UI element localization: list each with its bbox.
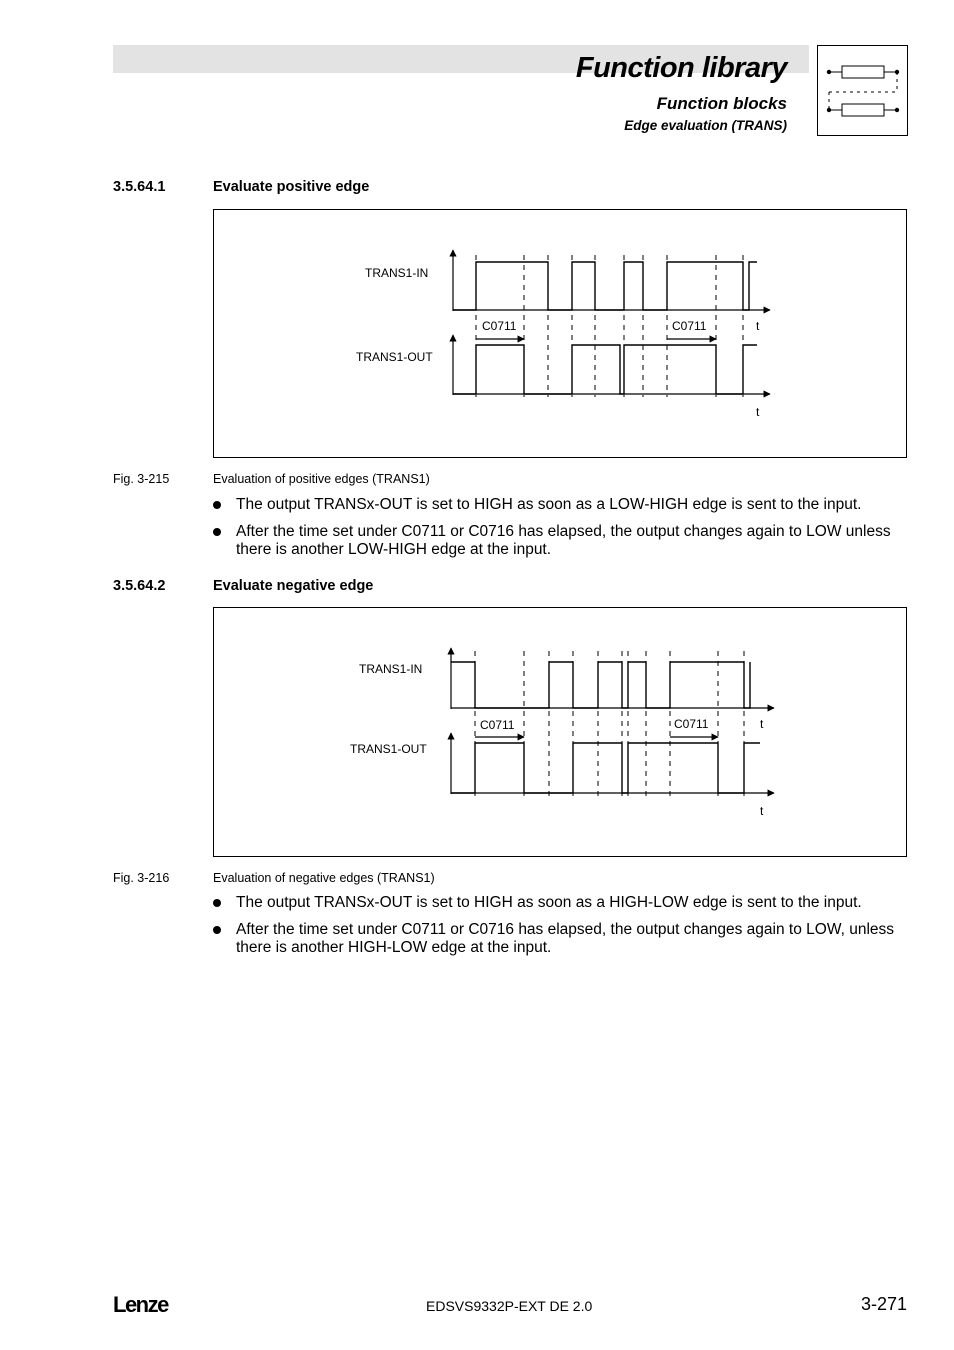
output-waveform	[451, 743, 760, 793]
list-item	[213, 523, 903, 559]
figure-number: Fig. 3-215	[113, 472, 170, 486]
input-signal-label: TRANS1-IN	[365, 266, 429, 280]
input-waveform	[451, 662, 750, 708]
list-item	[213, 496, 903, 514]
page-subtitle: Function blocks	[656, 94, 787, 113]
time-axis-label: t	[760, 717, 764, 731]
positive-edge-timing-diagram	[213, 209, 907, 458]
bullet-icon	[213, 501, 221, 509]
page-section-title: Edge evaluation (TRANS)	[624, 118, 787, 133]
page-title: Function library	[575, 52, 787, 84]
bullet-text: After the time set under C0711 or C0716 has elapsed, the output changes again to LOW unless there is another LOW-HIGH edge at the input.	[236, 523, 891, 558]
bullet-icon	[213, 899, 221, 907]
time-parameter-label: C0711	[480, 718, 515, 732]
output-waveform	[453, 345, 757, 394]
time-parameter-label: C0711	[672, 319, 707, 333]
time-axis-label: t	[756, 319, 760, 333]
input-waveform	[453, 262, 757, 310]
section-number: 3.5.64.2	[113, 578, 166, 594]
input-signal-label: TRANS1-IN	[359, 662, 423, 676]
time-parameter-label: C0711	[482, 319, 517, 333]
list-item	[213, 921, 903, 957]
bullet-icon	[213, 926, 221, 934]
bullet-list	[213, 894, 903, 966]
bullet-icon	[213, 528, 221, 536]
output-signal-label: TRANS1-OUT	[356, 350, 433, 364]
bullet-text: The output TRANSx-OUT is set to HIGH as soon as a LOW-HIGH edge is sent to the input.	[236, 496, 862, 513]
bullet-text: After the time set under C0711 or C0716 has elapsed, the output changes again to LOW, unless there is another HIGH-LOW edge at the input.	[236, 921, 895, 956]
section-title: Evaluate negative edge	[213, 578, 374, 594]
section-number: 3.5.64.1	[113, 179, 166, 195]
list-item	[213, 894, 903, 912]
bullet-text: The output TRANSx-OUT is set to HIGH as soon as a HIGH-LOW edge is sent to the input.	[236, 894, 862, 911]
figure-number: Fig. 3-216	[113, 871, 170, 885]
figure-caption: Evaluation of positive edges (TRANS1)	[213, 472, 430, 486]
time-parameter-label: C0711	[674, 717, 709, 731]
output-signal-label: TRANS1-OUT	[350, 742, 427, 756]
time-axis-label: t	[756, 405, 760, 419]
document-id: EDSVS9332P-EXT DE 2.0	[426, 1298, 593, 1314]
figure-caption: Evaluation of negative edges (TRANS1)	[213, 871, 435, 885]
bullet-list	[213, 496, 903, 568]
section-title: Evaluate positive edge	[213, 179, 370, 195]
lenze-logo: Lenze	[113, 1292, 168, 1317]
function-block-icon	[817, 45, 908, 136]
page-number: 3-271	[860, 1294, 907, 1314]
negative-edge-timing-diagram	[213, 607, 907, 857]
time-axis-label: t	[760, 804, 764, 818]
